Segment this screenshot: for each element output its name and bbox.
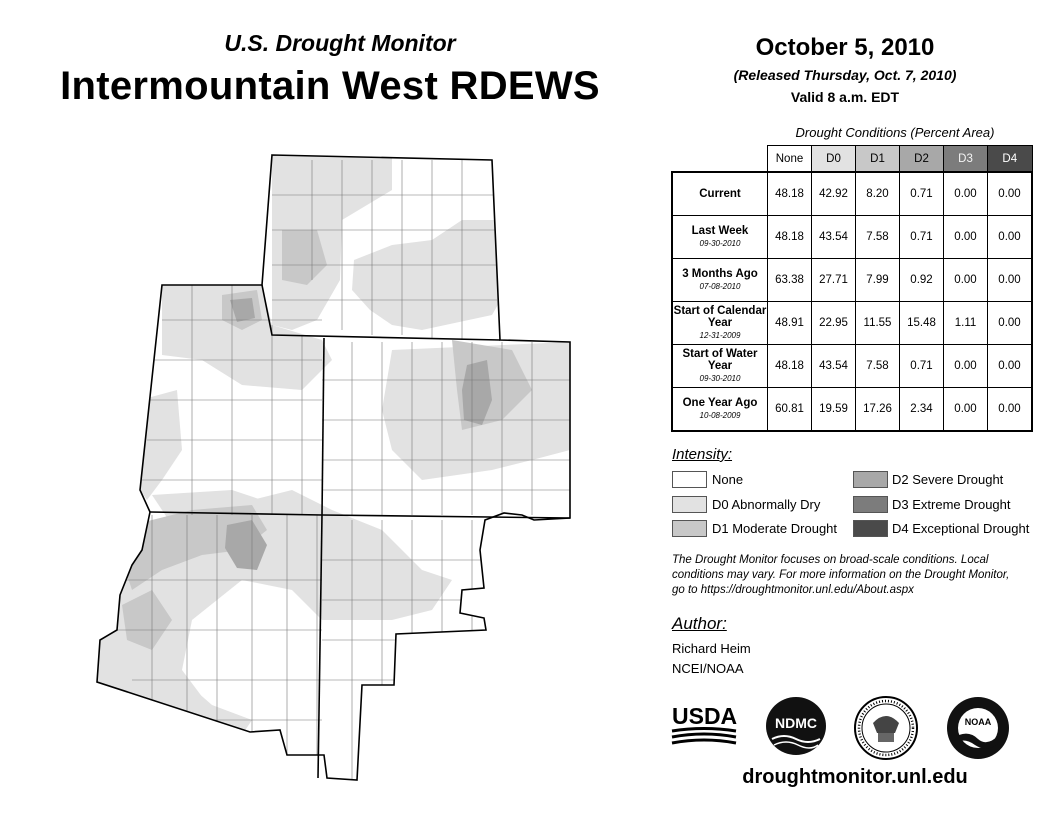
legend-swatch-d2 xyxy=(853,471,888,488)
cell-value: 22.95 xyxy=(812,302,856,345)
cell-value: 48.18 xyxy=(768,345,812,388)
cell-value: 0.00 xyxy=(944,345,988,388)
col-header-d1: D1 xyxy=(856,146,900,173)
cell-value: 0.00 xyxy=(944,259,988,302)
col-header-d0: D0 xyxy=(812,146,856,173)
cell-value: 0.00 xyxy=(988,388,1033,432)
table-row xyxy=(672,259,1032,302)
col-header-none: None xyxy=(768,146,812,173)
commerce-seal-logo xyxy=(853,695,919,761)
table-row xyxy=(672,345,1032,388)
release-date: (Released Thursday, Oct. 7, 2010) xyxy=(733,67,957,83)
cell-value: 27.71 xyxy=(812,259,856,302)
cell-value: 0.00 xyxy=(944,172,988,216)
cell-value: 42.92 xyxy=(812,172,856,216)
usda-logo-text: USDA xyxy=(672,703,738,729)
cell-value: 8.20 xyxy=(856,172,900,216)
cell-value: 0.00 xyxy=(988,345,1033,388)
cell-value: 17.26 xyxy=(856,388,900,432)
cell-value: 0.92 xyxy=(900,259,944,302)
legend-label-d3: D3 Extreme Drought xyxy=(892,497,1011,512)
cell-value: 43.54 xyxy=(812,345,856,388)
legend-swatch-d1 xyxy=(672,520,707,537)
cell-value: 0.71 xyxy=(900,172,944,216)
cell-value: 43.54 xyxy=(812,216,856,259)
website-link[interactable]: droughtmonitor.unl.edu xyxy=(742,766,968,788)
cell-value: 0.00 xyxy=(988,302,1033,345)
cell-value: 2.34 xyxy=(900,388,944,432)
cell-value: 0.00 xyxy=(988,216,1033,259)
table-row xyxy=(672,302,1032,345)
row-label: Last Week 09-30-2010 xyxy=(672,216,768,259)
cell-value: 7.99 xyxy=(856,259,900,302)
legend-label-none: None xyxy=(712,472,744,487)
cell-value: 19.59 xyxy=(812,388,856,432)
author-heading: Author: xyxy=(672,614,727,633)
cell-value: 0.00 xyxy=(988,172,1033,216)
legend-label-d0: D0 Abnormally Dry xyxy=(712,497,821,512)
legend-title: Intensity: xyxy=(672,446,733,463)
table-row xyxy=(672,388,1032,432)
row-label: 3 Months Ago 07-08-2010 xyxy=(672,259,768,302)
cell-value: 0.00 xyxy=(988,259,1033,302)
col-header-d2: D2 xyxy=(900,146,944,173)
legend-label-d4: D4 Exceptional Drought xyxy=(892,521,1030,536)
author-organization: NCEI/NOAA xyxy=(672,661,744,676)
usda-logo xyxy=(670,700,738,750)
ndmc-logo xyxy=(762,695,830,757)
map-date: October 5, 2010 xyxy=(755,34,935,61)
legend-swatch-none xyxy=(672,471,707,488)
table-row xyxy=(672,216,1032,259)
legend-label-d1: D1 Moderate Drought xyxy=(712,521,838,536)
cell-value: 15.48 xyxy=(900,302,944,345)
ndmc-logo-text: NDMC xyxy=(775,715,817,731)
cell-value: 0.00 xyxy=(944,388,988,432)
col-header-d4: D4 xyxy=(988,146,1033,173)
noaa-logo-text: NOAA xyxy=(964,717,992,727)
cell-value: 7.58 xyxy=(856,216,900,259)
table-row xyxy=(672,172,1032,216)
row-label: Start of Calendar Year 12-31-2009 xyxy=(672,302,768,345)
cell-value: 1.11 xyxy=(944,302,988,345)
cell-value: 48.91 xyxy=(768,302,812,345)
cell-value: 63.38 xyxy=(768,259,812,302)
cell-value: 48.18 xyxy=(768,216,812,259)
legend-swatch-d0 xyxy=(672,496,707,513)
row-label: Start of Water Year 09-30-2010 xyxy=(672,345,768,388)
legend-label-d2: D2 Severe Drought xyxy=(892,472,1004,487)
cell-value: 0.71 xyxy=(900,345,944,388)
page-title: Intermountain West RDEWS xyxy=(60,64,600,108)
legend-swatch-d3 xyxy=(853,496,888,513)
col-header-d3: D3 xyxy=(944,146,988,173)
drought-map xyxy=(92,150,572,800)
monitor-subtitle: U.S. Drought Monitor xyxy=(224,30,456,56)
table-caption: Drought Conditions (Percent Area) xyxy=(795,125,995,140)
cell-value: 48.18 xyxy=(768,172,812,216)
cell-value: 0.00 xyxy=(944,216,988,259)
noaa-logo xyxy=(945,695,1011,761)
valid-time: Valid 8 a.m. EDT xyxy=(790,89,900,105)
disclaimer-note: The Drought Monitor focuses on broad-scale conditions. Local conditions may vary. For more information on the Drought Monitor, go to https://droughtmonitor.unl.edu/About.aspx xyxy=(672,554,1010,596)
cell-value: 0.71 xyxy=(900,216,944,259)
row-label: One Year Ago 10-08-2009 xyxy=(672,388,768,432)
legend-swatch-d4 xyxy=(853,520,888,537)
cell-value: 7.58 xyxy=(856,345,900,388)
cell-value: 11.55 xyxy=(856,302,900,345)
row-label: Current xyxy=(672,172,768,216)
drought-conditions-table xyxy=(671,145,1033,432)
cell-value: 60.81 xyxy=(768,388,812,432)
author-name: Richard Heim xyxy=(672,641,751,656)
